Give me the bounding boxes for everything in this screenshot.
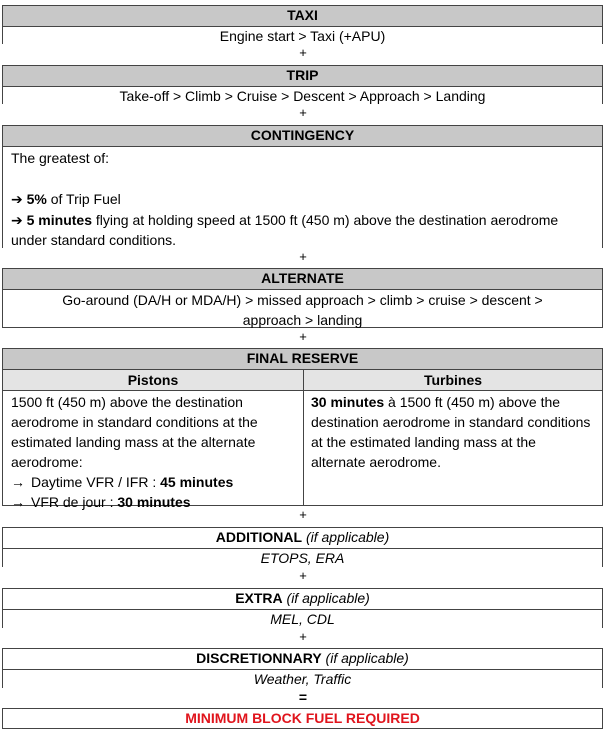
additional-detail-text: ETOPS, ERA	[260, 550, 345, 566]
final-reserve-section	[2, 348, 603, 510]
contingency-item-holding	[11, 210, 594, 251]
taxi-detail: Engine start > Taxi (+APU)	[3, 26, 602, 47]
plus-sign-3: +	[299, 249, 307, 264]
taxi-section	[2, 5, 603, 44]
turbines-text: à 1500 ft (450 m) above the destination aerodrome in standard conditions at the estimated landing mass at the alternate aerodrome.	[311, 394, 591, 470]
total-label: MINIMUM BLOCK FUEL REQUIRED	[3, 709, 602, 728]
plus-sign-2: +	[299, 105, 307, 120]
pistons-text: 1500 ft (450 m) above the destination aerodrome in standard conditions at the estimated landing mass at the alternate aerodrome:	[11, 394, 258, 470]
extra-detail	[3, 609, 602, 630]
plus-sign-5: +	[299, 507, 307, 522]
extra-title-row	[3, 589, 602, 609]
plus-sign-1: +	[299, 45, 307, 60]
pistons-item1-bold: 45 minutes	[160, 474, 234, 490]
arrow-icon: ➔	[11, 211, 23, 228]
pistons-heading: Pistons	[3, 370, 304, 390]
arrow-icon: →	[11, 494, 25, 510]
taxi-title: TAXI	[3, 6, 602, 26]
discretionary-qualifier: (if applicable)	[321, 650, 409, 666]
discretionary-title: DISCRETIONNARY	[196, 650, 322, 666]
additional-section	[2, 527, 603, 567]
turbines-cell	[303, 391, 602, 505]
total-section	[2, 708, 603, 729]
final-reserve-content	[3, 391, 602, 510]
final-reserve-columns	[3, 369, 602, 391]
additional-qualifier: (if applicable)	[302, 529, 390, 545]
arrow-icon: ➔	[11, 191, 23, 207]
contingency-item2-text: flying at holding speed at 1500 ft (450 m) above the destination aerodrome under standard conditions.	[11, 211, 559, 248]
contingency-item1-text: of Trip Fuel	[46, 191, 121, 207]
contingency-intro: The greatest of:	[11, 150, 110, 166]
plus-sign-4: +	[299, 329, 307, 344]
contingency-body	[3, 146, 602, 252]
plus-sign-7: +	[299, 629, 307, 644]
pistons-item1-text: Daytime VFR / IFR :	[31, 474, 161, 490]
pistons-item2-text: VFR de jour :	[31, 494, 118, 510]
discretionary-title-row	[3, 649, 602, 669]
alternate-section	[2, 268, 603, 328]
contingency-item-trip-fuel	[11, 189, 594, 210]
pistons-cell	[3, 391, 304, 510]
contingency-item2-bold: 5 minutes	[26, 211, 92, 228]
extra-section	[2, 588, 603, 628]
trip-section	[2, 65, 603, 104]
pistons-item-daytime	[11, 472, 295, 492]
equals-sign: =	[298, 689, 308, 705]
contingency-item1-bold: 5%	[26, 191, 47, 207]
extra-qualifier: (if applicable)	[282, 590, 370, 606]
turbines-bold: 30 minutes	[311, 394, 385, 410]
contingency-title: CONTINGENCY	[3, 126, 602, 146]
trip-detail: Take-off > Climb > Cruise > Descent > Approach > Landing	[3, 86, 602, 107]
trip-title: TRIP	[3, 66, 602, 86]
turbines-heading: Turbines	[423, 372, 483, 388]
additional-title-row	[3, 528, 602, 548]
discretionary-detail	[3, 669, 602, 690]
alternate-detail: Go-around (DA/H or MDA/H) > missed approach > climb > cruise > descent > approach > landing	[3, 289, 602, 330]
discretionary-section	[2, 648, 603, 688]
alternate-title: ALTERNATE	[3, 269, 602, 289]
final-reserve-title: FINAL RESERVE	[3, 349, 602, 369]
contingency-section	[2, 125, 603, 248]
additional-detail	[3, 548, 602, 569]
extra-title: EXTRA	[235, 590, 283, 606]
discretionary-detail-text: Weather, Traffic	[253, 671, 352, 687]
plus-sign-6: +	[299, 568, 307, 583]
additional-title: ADDITIONAL	[215, 529, 303, 545]
extra-detail-text: MEL, CDL	[270, 611, 335, 627]
arrow-icon: →	[11, 474, 25, 490]
pistons-item2-bold: 30 minutes	[117, 494, 191, 510]
